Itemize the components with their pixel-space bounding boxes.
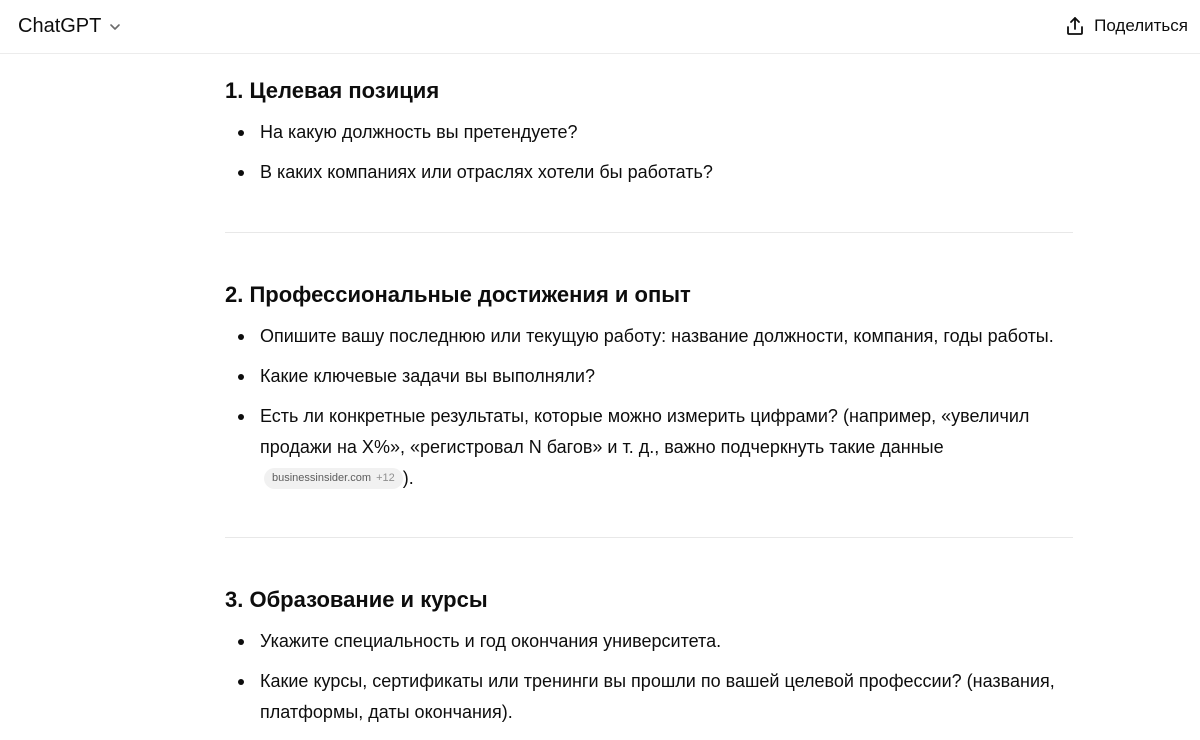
list-item-text: Опишите вашу последнюю или текущую работу: название должности, компания, годы работы. <box>260 326 1054 346</box>
list-item <box>225 626 1073 657</box>
bullet-list <box>225 626 1073 728</box>
list-item <box>225 666 1073 728</box>
bullet-dot <box>238 170 244 176</box>
share-icon <box>1064 15 1086 37</box>
list-item <box>225 361 1073 392</box>
section-education <box>225 538 1073 728</box>
citation-source: businessinsider.com <box>272 471 372 484</box>
bullet-list <box>225 117 1073 188</box>
bullet-list <box>225 321 1073 494</box>
list-item-text: В каких компаниях или отраслях хотели бы работать? <box>260 162 713 182</box>
bullet-dot <box>238 639 244 645</box>
model-switcher[interactable] <box>10 8 131 44</box>
citation-pill[interactable] <box>264 468 403 489</box>
list-item-text: Какие ключевые задачи вы выполняли? <box>260 366 595 386</box>
share-label: Поделиться <box>1094 16 1188 35</box>
list-item-text: Укажите специальность и год окончания университета. <box>260 631 722 651</box>
model-name: ChatGPT <box>18 14 102 37</box>
list-item <box>225 157 1073 188</box>
section-heading: 3. Образование и курсы <box>225 587 488 612</box>
list-item-text: На какую должность вы претендуете? <box>260 122 578 142</box>
bullet-dot <box>238 679 244 685</box>
list-item <box>225 401 1073 494</box>
chevron-down-icon <box>107 19 123 35</box>
bullet-dot <box>238 334 244 340</box>
list-item-text-tail: ). <box>402 468 414 488</box>
bullet-dot <box>238 130 244 136</box>
top-bar <box>0 0 1200 54</box>
citation-more-count: +12 <box>376 471 395 484</box>
list-item-text: Есть ли конкретные результаты, которые можно измерить цифрами? (например, «увеличил продажи на X%», «регистровал N багов» и т. д., важно подчеркнуть такие данные <box>260 406 1030 457</box>
section-heading: 2. Профессиональные достижения и опыт <box>225 282 691 307</box>
list-item <box>225 321 1073 352</box>
bullet-dot <box>238 414 244 420</box>
bullet-dot <box>238 374 244 380</box>
assistant-message <box>225 54 1073 728</box>
share-button[interactable] <box>1060 8 1192 44</box>
section-target-position <box>225 54 1073 188</box>
list-item <box>225 117 1073 148</box>
section-experience <box>225 233 1073 494</box>
section-heading: 1. Целевая позиция <box>225 78 440 103</box>
list-item-text: Какие курсы, сертификаты или тренинги вы прошли по вашей целевой профессии? (названия, платформы, даты окончания). <box>260 671 1055 722</box>
